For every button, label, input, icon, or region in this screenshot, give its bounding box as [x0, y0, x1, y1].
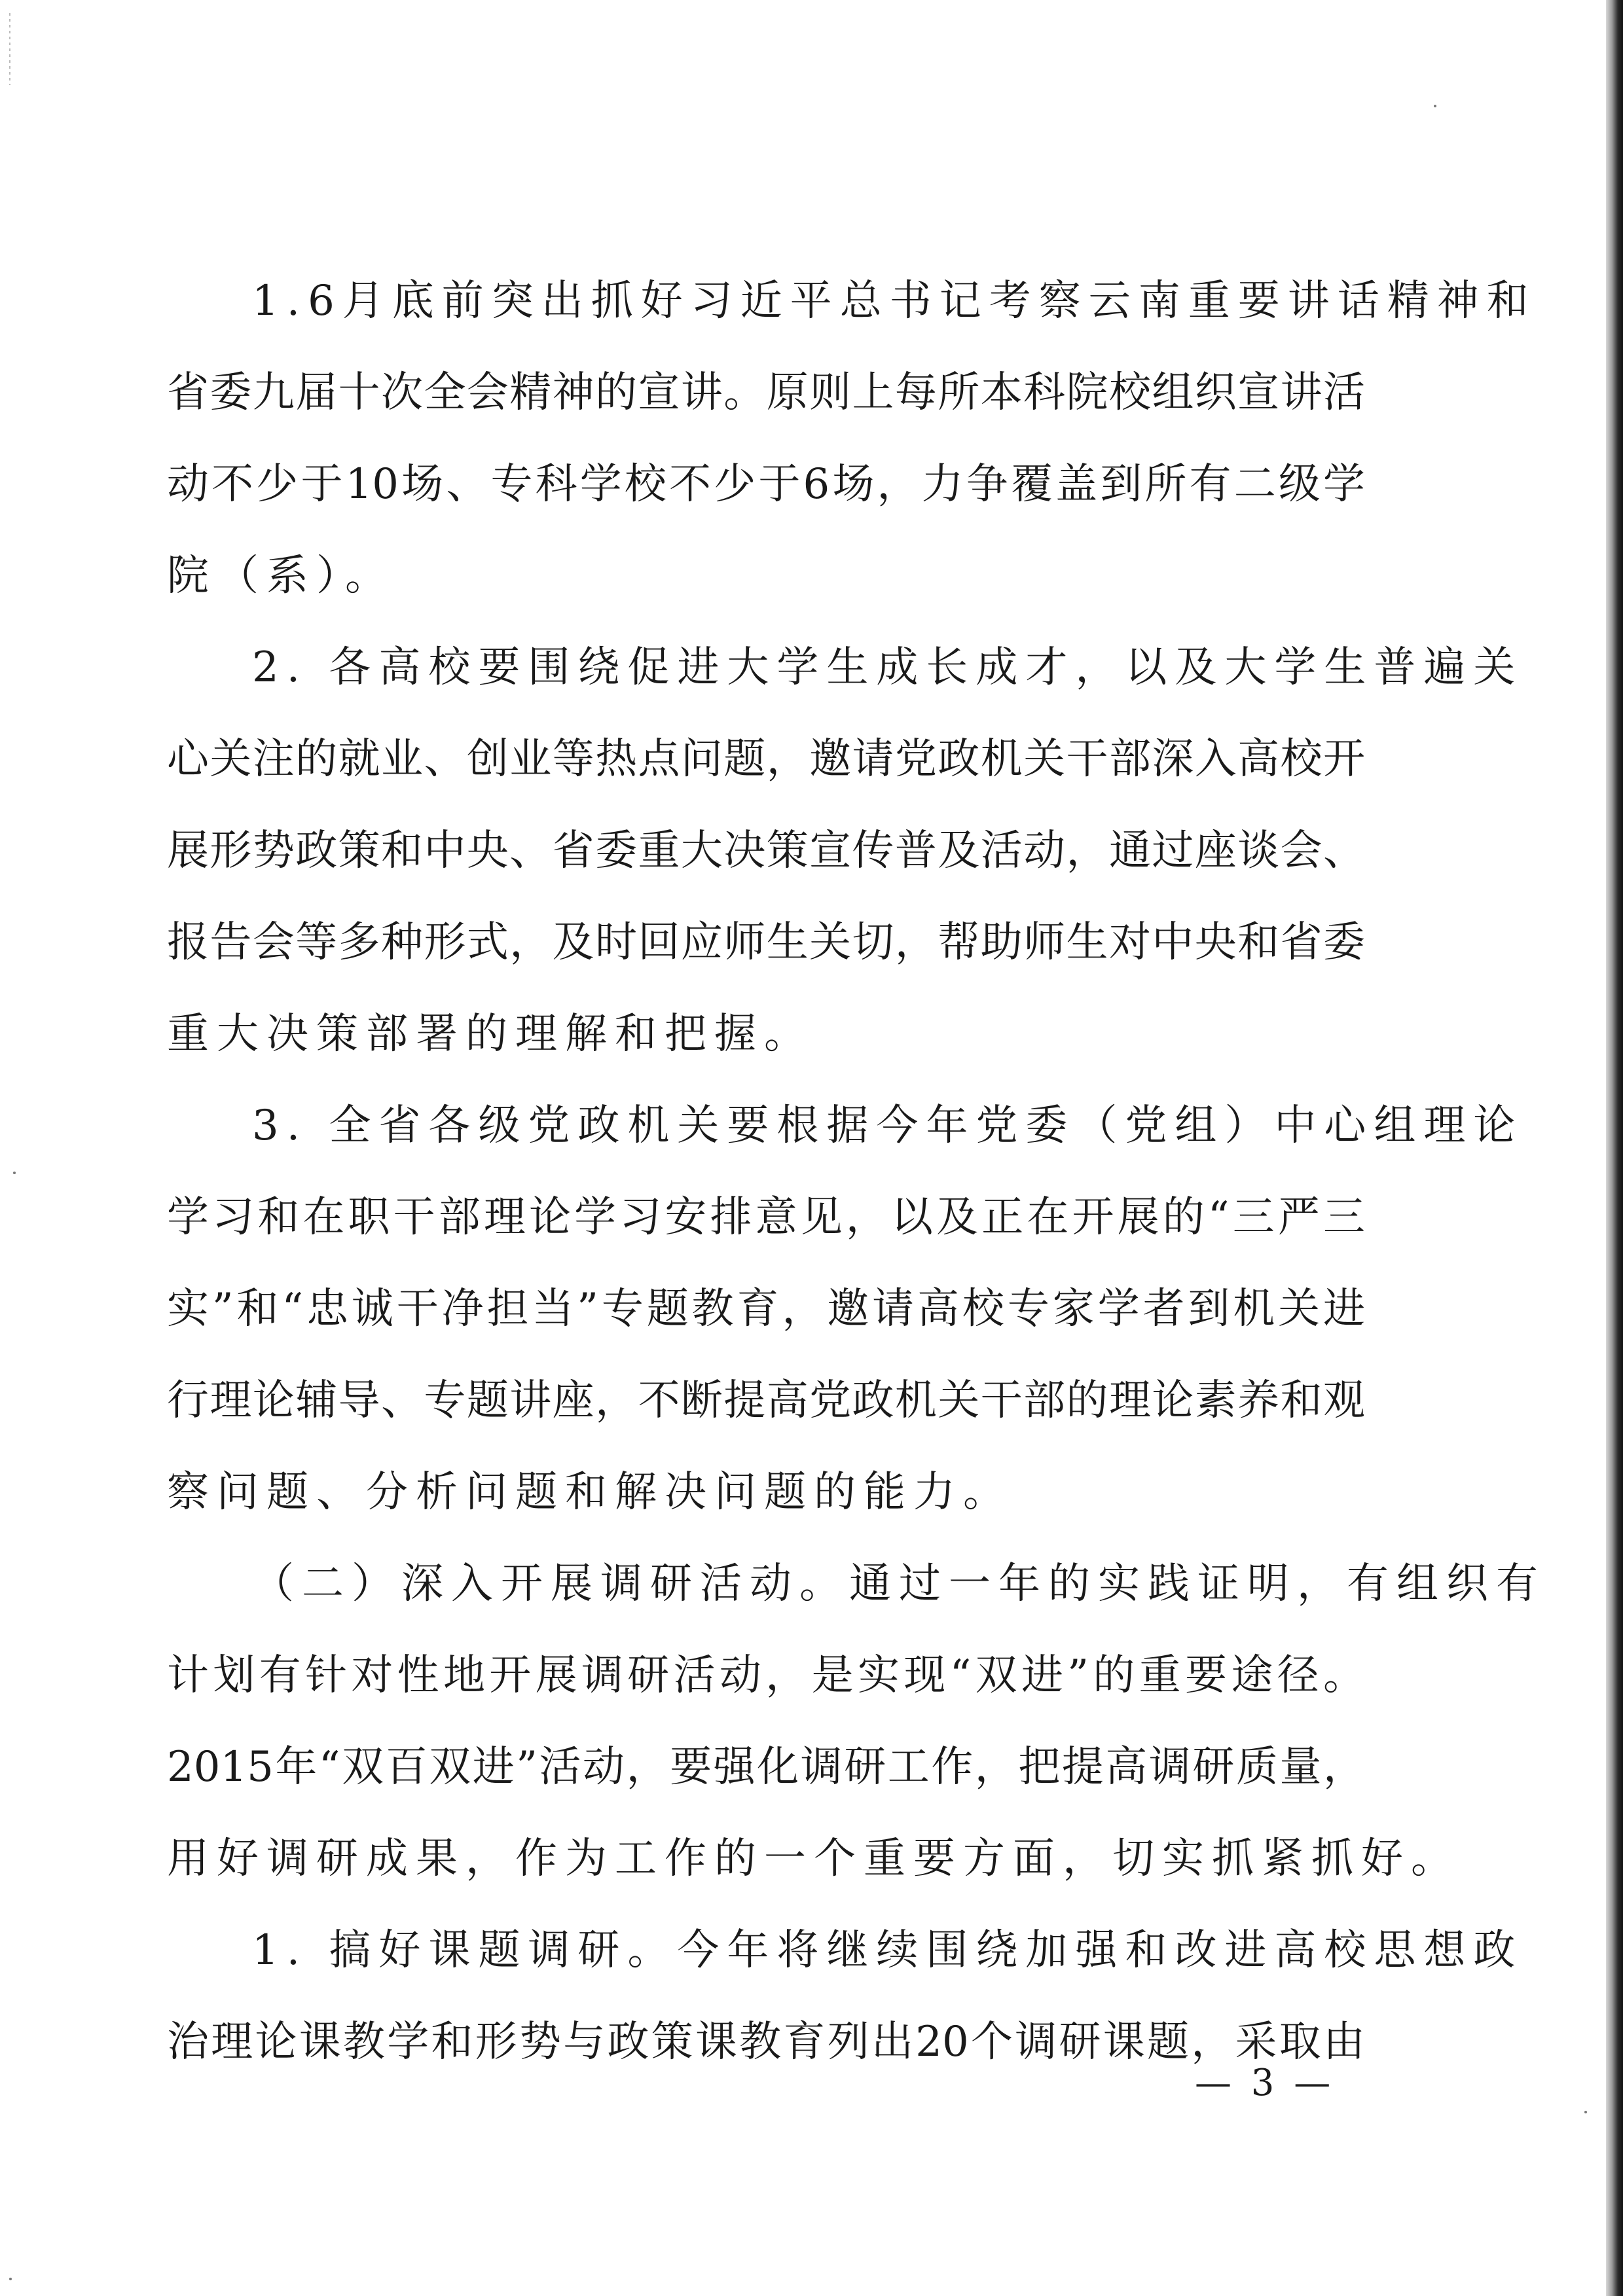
text-line: 计划有针对性地开展调研活动，是实现“双进”的重要途径。	[167, 1651, 1365, 1700]
scan-speck	[13, 1172, 16, 1174]
scan-speck	[9, 2278, 12, 2280]
text-line: 心关注的就业、创业等热点问题，邀请党政机关干部深入高校开	[167, 735, 1365, 783]
page-number: — 3 —	[1195, 2062, 1335, 2104]
text-line: 1. 搞好课题调研。今年将继续围绕加强和改进高校思想政	[252, 1926, 1523, 1975]
text-line: 动不少于10场、专科学校不少于6场，力争覆盖到所有二级学	[167, 460, 1365, 509]
scan-edge-mark	[9, 13, 10, 85]
text-line: 治理论课教学和形势与政策课教育列出20个调研课题，采取由	[167, 2018, 1365, 2066]
text-line: 用好调研成果，作为工作的一个重要方面，切实抓紧抓好。	[167, 1835, 1461, 1883]
text-line: 2. 各高校要围绕促进大学生成长成才，以及大学生普遍关	[252, 643, 1523, 692]
text-line: 院（系）。	[167, 552, 395, 600]
text-line: 察问题、分析问题和解决问题的能力。	[167, 1468, 1013, 1516]
document-body	[167, 255, 1546, 2088]
text-line: 实”和“忠诚干净担当”专题教育，邀请高校专家学者到机关进	[167, 1285, 1365, 1333]
scan-speck	[1584, 2111, 1587, 2113]
text-line: 报告会等多种形式，及时回应师生关切，帮助师生对中央和省委	[167, 918, 1365, 967]
text-line: 重大决策部署的理解和把握。	[167, 1010, 814, 1058]
text-line: 省委九届十次全会精神的宣讲。原则上每所本科院校组织宣讲活	[167, 368, 1365, 417]
scan-edge-shadow	[1606, 0, 1623, 2296]
text-line: 1.6月底前突出抓好习近平总书记考察云南重要讲话精神和	[252, 277, 1537, 325]
scan-speck	[1434, 105, 1436, 107]
text-line: 2015年“双百双进”活动，要强化调研工作，把提高调研质量，	[167, 1743, 1365, 1791]
text-line: 学习和在职干部理论学习安排意见，以及正在开展的“三严三	[167, 1193, 1365, 1242]
section-heading-line: （二）深入开展调研活动。通过一年的实践证明，有组织有	[252, 1560, 1546, 1608]
text-line: 行理论辅导、专题讲座，不断提高党政机关干部的理论素养和观	[167, 1376, 1365, 1425]
text-line: 3. 全省各级党政机关要根据今年党委（党组）中心组理论	[252, 1102, 1523, 1150]
text-line: 展形势政策和中央、省委重大决策宣传普及活动，通过座谈会、	[167, 827, 1365, 875]
